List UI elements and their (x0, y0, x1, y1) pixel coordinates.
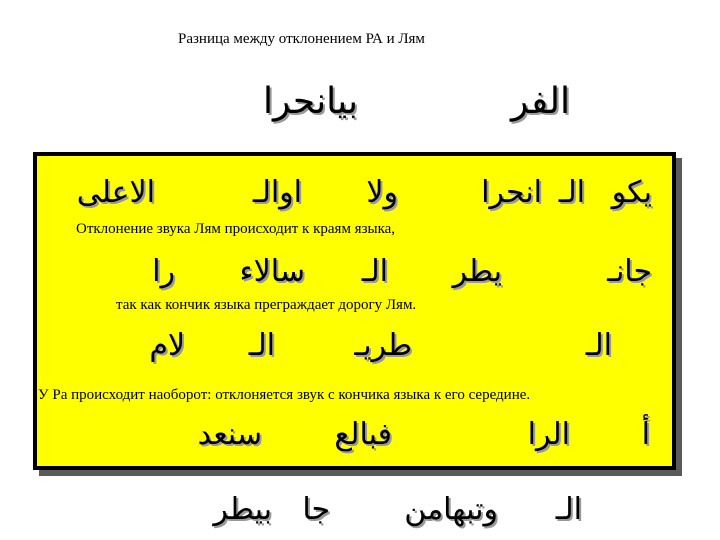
box-line4-word3: فبالع (334, 417, 392, 452)
bottom-word2: وتبهامن (404, 492, 498, 527)
box-line3-word3: الـ (248, 328, 275, 363)
box-line2-word4: سالاء (239, 254, 305, 289)
page-title: Разница между отклонением РА и Лям (178, 31, 425, 47)
box-line3-word1: الـ (585, 328, 612, 363)
box-line1-word5: اوالـ (252, 175, 302, 210)
box-line2-word1: جانـ (607, 254, 652, 289)
box-line3-word4: لام (149, 328, 185, 363)
bottom-word4: بيطر (213, 492, 272, 527)
box-line2-word2: يطر (452, 254, 502, 289)
box-line4-word1: أ (641, 417, 650, 452)
heading-word-left: بيانحرا (263, 81, 358, 122)
box-line1-word1: يكو (611, 175, 652, 210)
box-line4-word2: الرا (527, 417, 570, 452)
bottom-word1: الـ (555, 492, 582, 527)
box-line3-translation: У Ра происходит наоборот: отклоняется звук с кончика языка к его середине. (38, 387, 531, 403)
box-line1-translation: Отклонение звука Лям происходит к краям языка, (76, 221, 396, 237)
box-line2-word3: الـ (361, 254, 388, 289)
box-line1-word4: ولا (366, 175, 398, 210)
box-line1-word6: الاعلى (76, 175, 155, 210)
box-line1-word2: الـ (558, 175, 585, 210)
box-line1-word3: انحرا (481, 175, 542, 210)
bottom-word3: جا (302, 492, 330, 527)
box-line2-word5: را (152, 254, 175, 289)
box-line3-word2: طريـ (354, 328, 412, 363)
heading-word-right: الفر (510, 81, 570, 122)
box-line2-translation: так как кончик языка преграждает дорогу Лям. (116, 297, 417, 313)
box-line4-word4: سنعد (197, 417, 262, 452)
